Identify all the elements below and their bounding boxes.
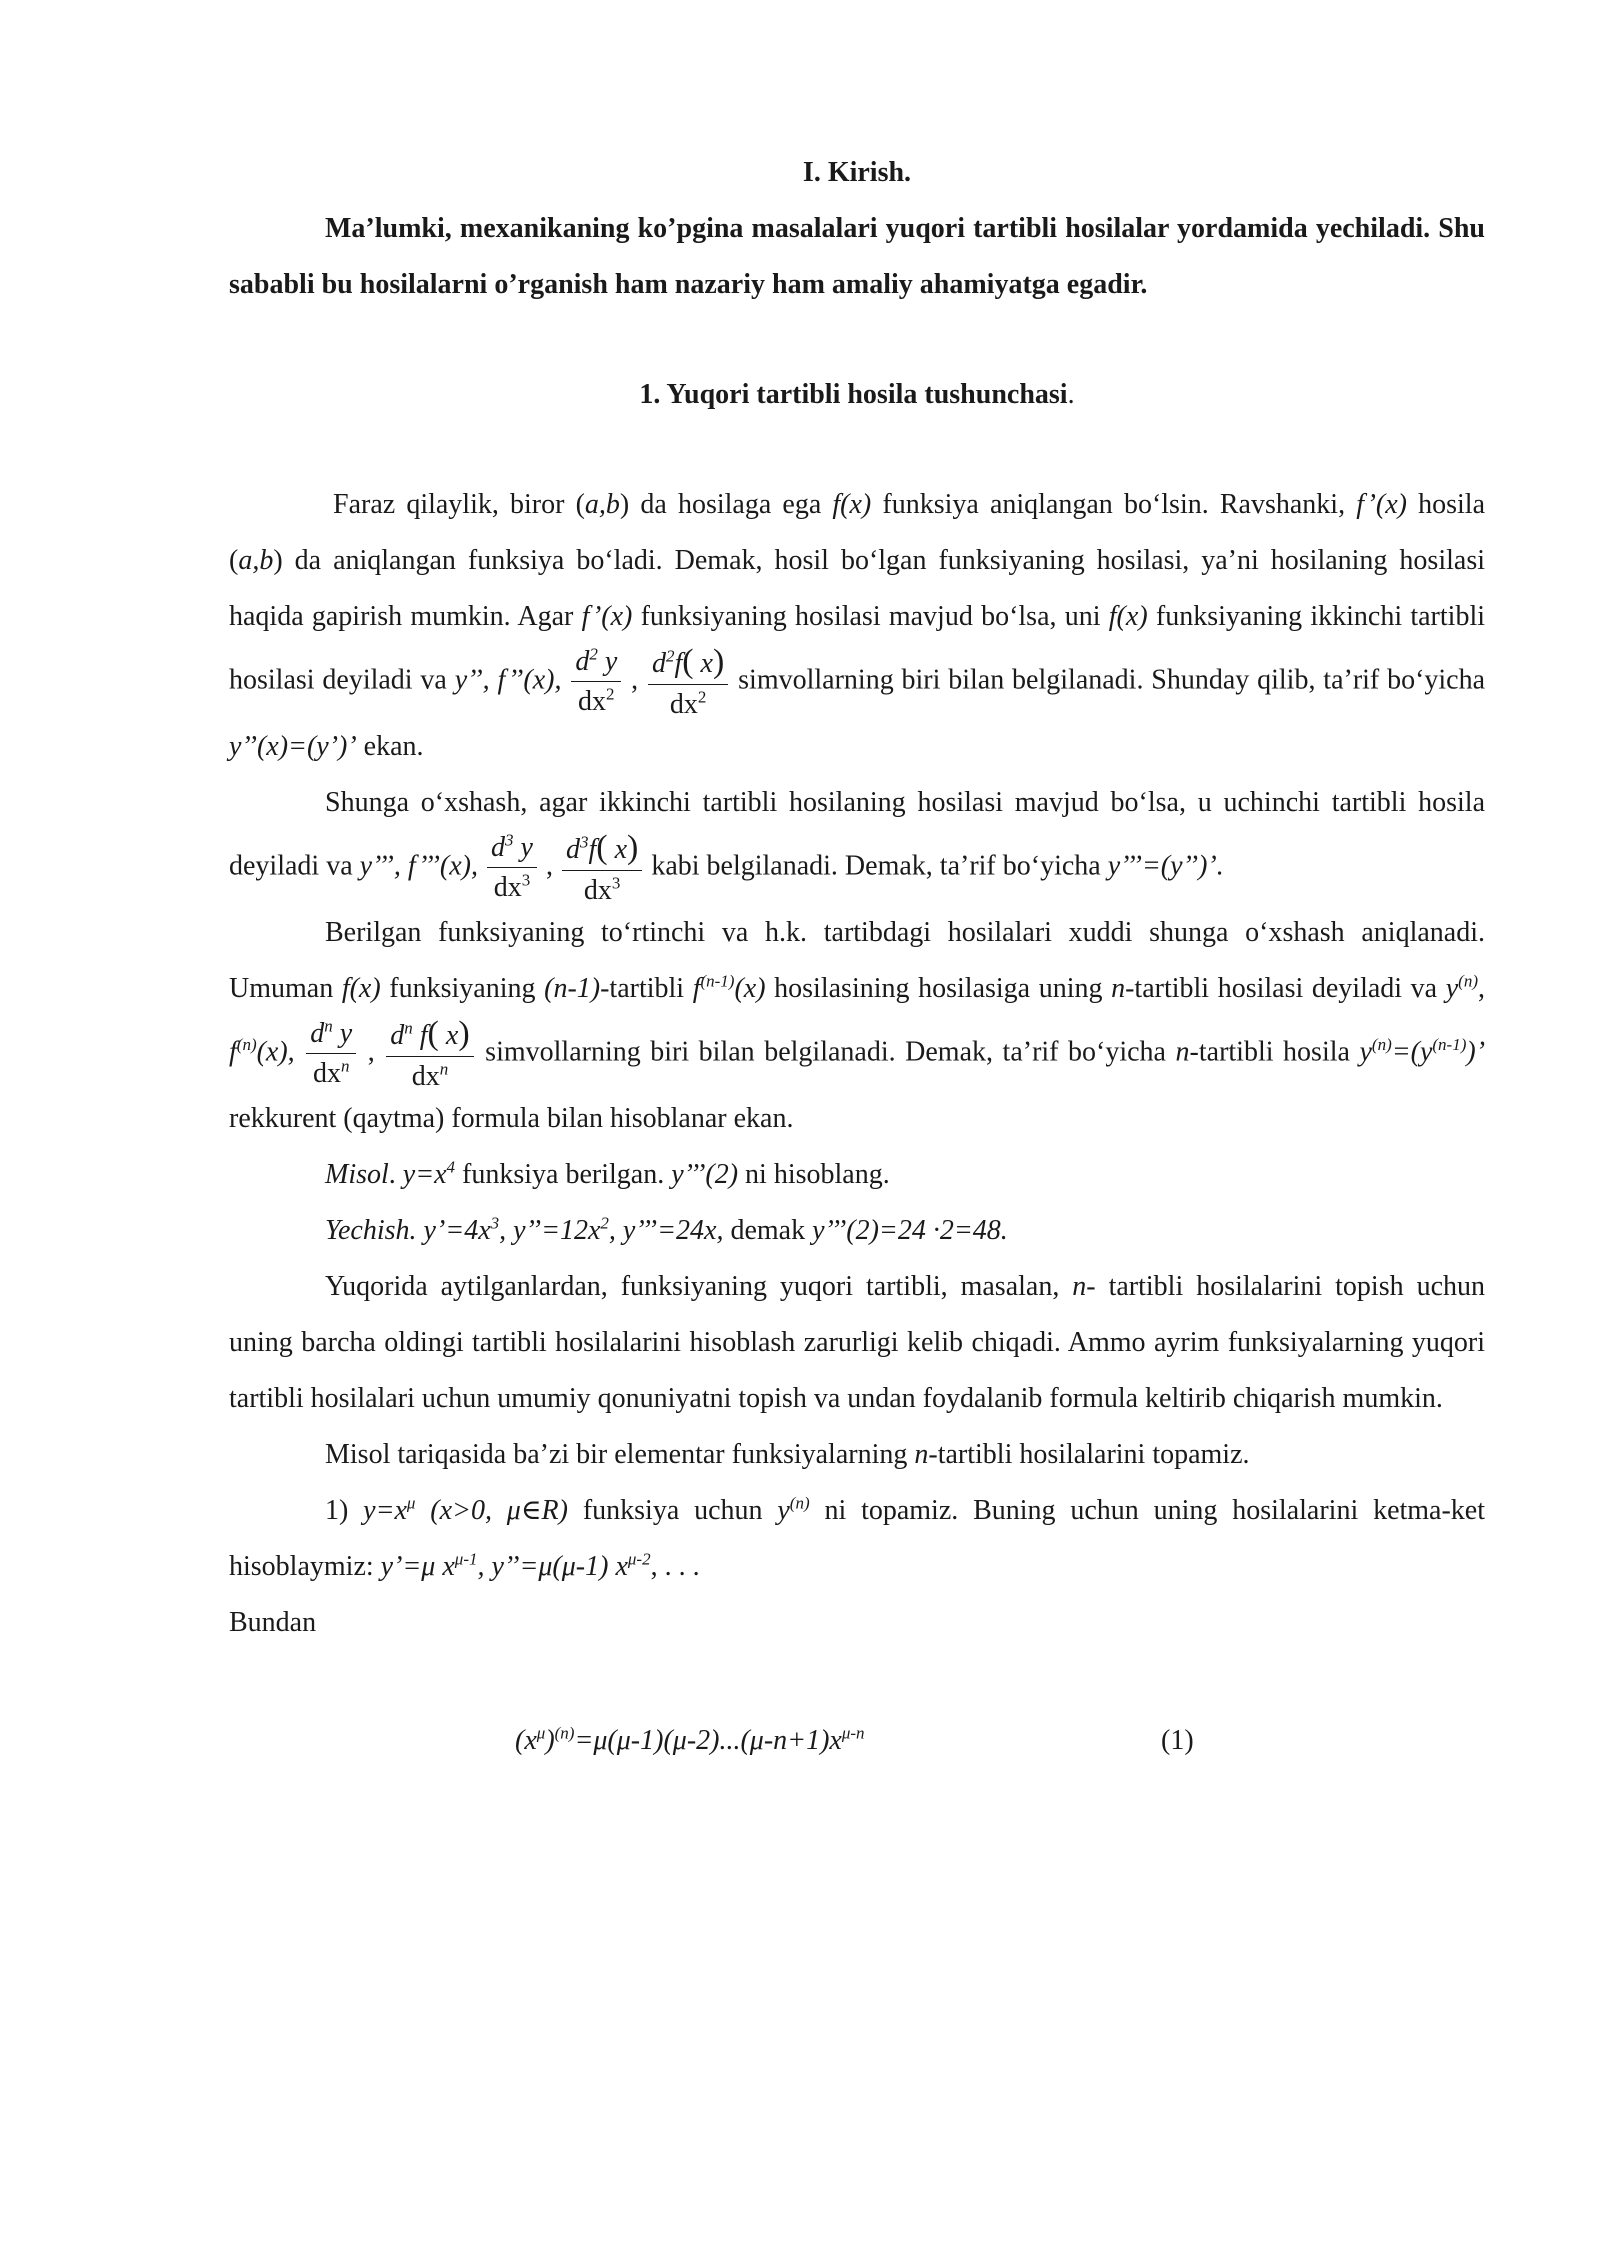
paragraph-general-rule: Yuqorida aytilganlardan, funksiyaning yuqori tartibli, masalan, n- tartibli hosilalarini topish uchun uning barcha oldingi tartibli hosilalarini hisoblash zarurligi kelib chiqadi. Ammo ayrim funksiyalarning yuqori tartibli hosilalari uchun umumiy qonuniyatni topish va undan foydalanib formula keltirib chiqarish mumkin.	[229, 1271, 1485, 1414]
document-page	[229, 145, 1485, 1769]
fraction-d2y-dx2: $\frac{d^2 y}{dx^2}$	[571, 648, 621, 716]
example-paragraph: Misol. $y=x^4$ funksiya berilgan. y’’’(2) ni hisoblang.	[325, 1157, 890, 1190]
intro-paragraph: Ma’lumki, mexanikaning ko’pgina masalalari yuqori tartibli hosilalar yordamida yechiladi. Shu sababli bu hosilalarni o’rganish ham nazariy ham amaliy ahamiyatga egadir.	[229, 213, 1485, 300]
equation-number: (1)	[1161, 1725, 1194, 1756]
formula-expression: $(x^\mu)^{(n)}=\mu(\mu-1)(\mu-2)...(\mu-n+1)x^{\mu-n}$	[515, 1723, 865, 1756]
page-heading: I. Kirish.	[802, 157, 912, 188]
fraction-d2f-dx2: $\frac{d^2f( x)}{dx^2}$	[648, 645, 728, 719]
formula-1	[229, 1713, 1485, 1769]
spacer	[229, 313, 1485, 367]
paragraph-third-derivative: Shunga o‘xshash, agar ikkinchi tartibli hosilaning hosilasi mavjud bo‘lsa, u uchinchi tartibli hosila deyiladi va y’’’, f’’’(x), $\frac{d^3 y}{dx^3}$ , $\frac{d^3f( x)}{dx^3}$ kabi belgilanadi. Demak, ta’rif bo‘yicha y’’’=(y’’)’.	[229, 787, 1485, 906]
bundan-text: Bundan	[229, 1607, 317, 1638]
fraction-d3y-dx3: $\frac{d^3 y}{dx^3}$	[487, 834, 537, 902]
fraction-dny-dxn: $\frac{d^n y}{dx^n}$	[306, 1020, 356, 1088]
section-title: 1. Yuqori tartibli hosila tushunchasi.	[639, 379, 1075, 410]
fraction-dnf-dxn: $\frac{d^n f( x)}{dx^n}$	[386, 1017, 473, 1091]
spacer	[229, 423, 1485, 477]
paragraph-nth-derivative: Berilgan funksiyaning to‘rtinchi va h.k. tartibdagi hosilalari xuddi shunga o‘xshash aniqlanadi. Umuman f(x) funksiyaning (n-1)-tartibli $f^{(n-1)}(x)$ hosilasining hosilasiga uning n-tartibli hosilasi deyiladi va $y^{(n)}$, $f^{(n)}(x)$, $\frac{d^n y}{dx^n}$ , $\frac{d^n f( x)}{dx^n}$ simvollarning biri bilan belgilanadi. Demak, ta’rif bo‘yicha n-tartibli hosila $y^{(n)}=(y^{(n-1)})$’ rekkurent (qaytma) formula bilan hisoblanar ekan.	[229, 917, 1486, 1134]
paragraph-second-derivative: Faraz qilaylik, biror (a,b) da hosilaga ega f(x) funksiya aniqlangan bo‘lsin. Ravshanki, f’(x) hosila (a,b) da aniqlangan funksiya bo‘ladi. Demak, hosil bo‘lgan funksiyaning hosilasi, ya’ni hosilaning hosilasi haqida gapirish mumkin. Agar f’(x) funksiyaning hosilasi mavjud bo‘lsa, uni f(x) funksiyaning ikkinchi tartibli hosilasi deyiladi va y’’, f’’(x), $\frac{d^2 y}{dx^2}$ , $\frac{d^2f( x)}{dx^2}$ simvollarning biri bilan belgilanadi. Shunday qilib, ta’rif bo‘yicha y’’(x)=(y’)’ ekan.	[229, 489, 1486, 762]
paragraph-power-function: 1) $y=x^\mu$ (x>0, μ∈R) funksiya uchun $y^{(n)}$ ni topamiz. Buning uchun uning hosilalarini ketma-ket hisoblaymiz: y’=μ $x^{\mu-1}$, y’’=μ(μ-1) $x^{\mu-2}$, . . .	[229, 1493, 1486, 1582]
fraction-d3f-dx3: $\frac{d^3f( x)}{dx^3}$	[562, 831, 642, 905]
paragraph-examples-intro: Misol tariqasida ba’zi bir elementar funksiyalarning n-tartibli hosilalarini topamiz.	[325, 1439, 1250, 1470]
solution-paragraph: Yechish. $y’=4x^3$, $y’’=12x^2$, y’’’=24x, demak y’’’(2)=24 ·2=48.	[325, 1213, 1008, 1246]
